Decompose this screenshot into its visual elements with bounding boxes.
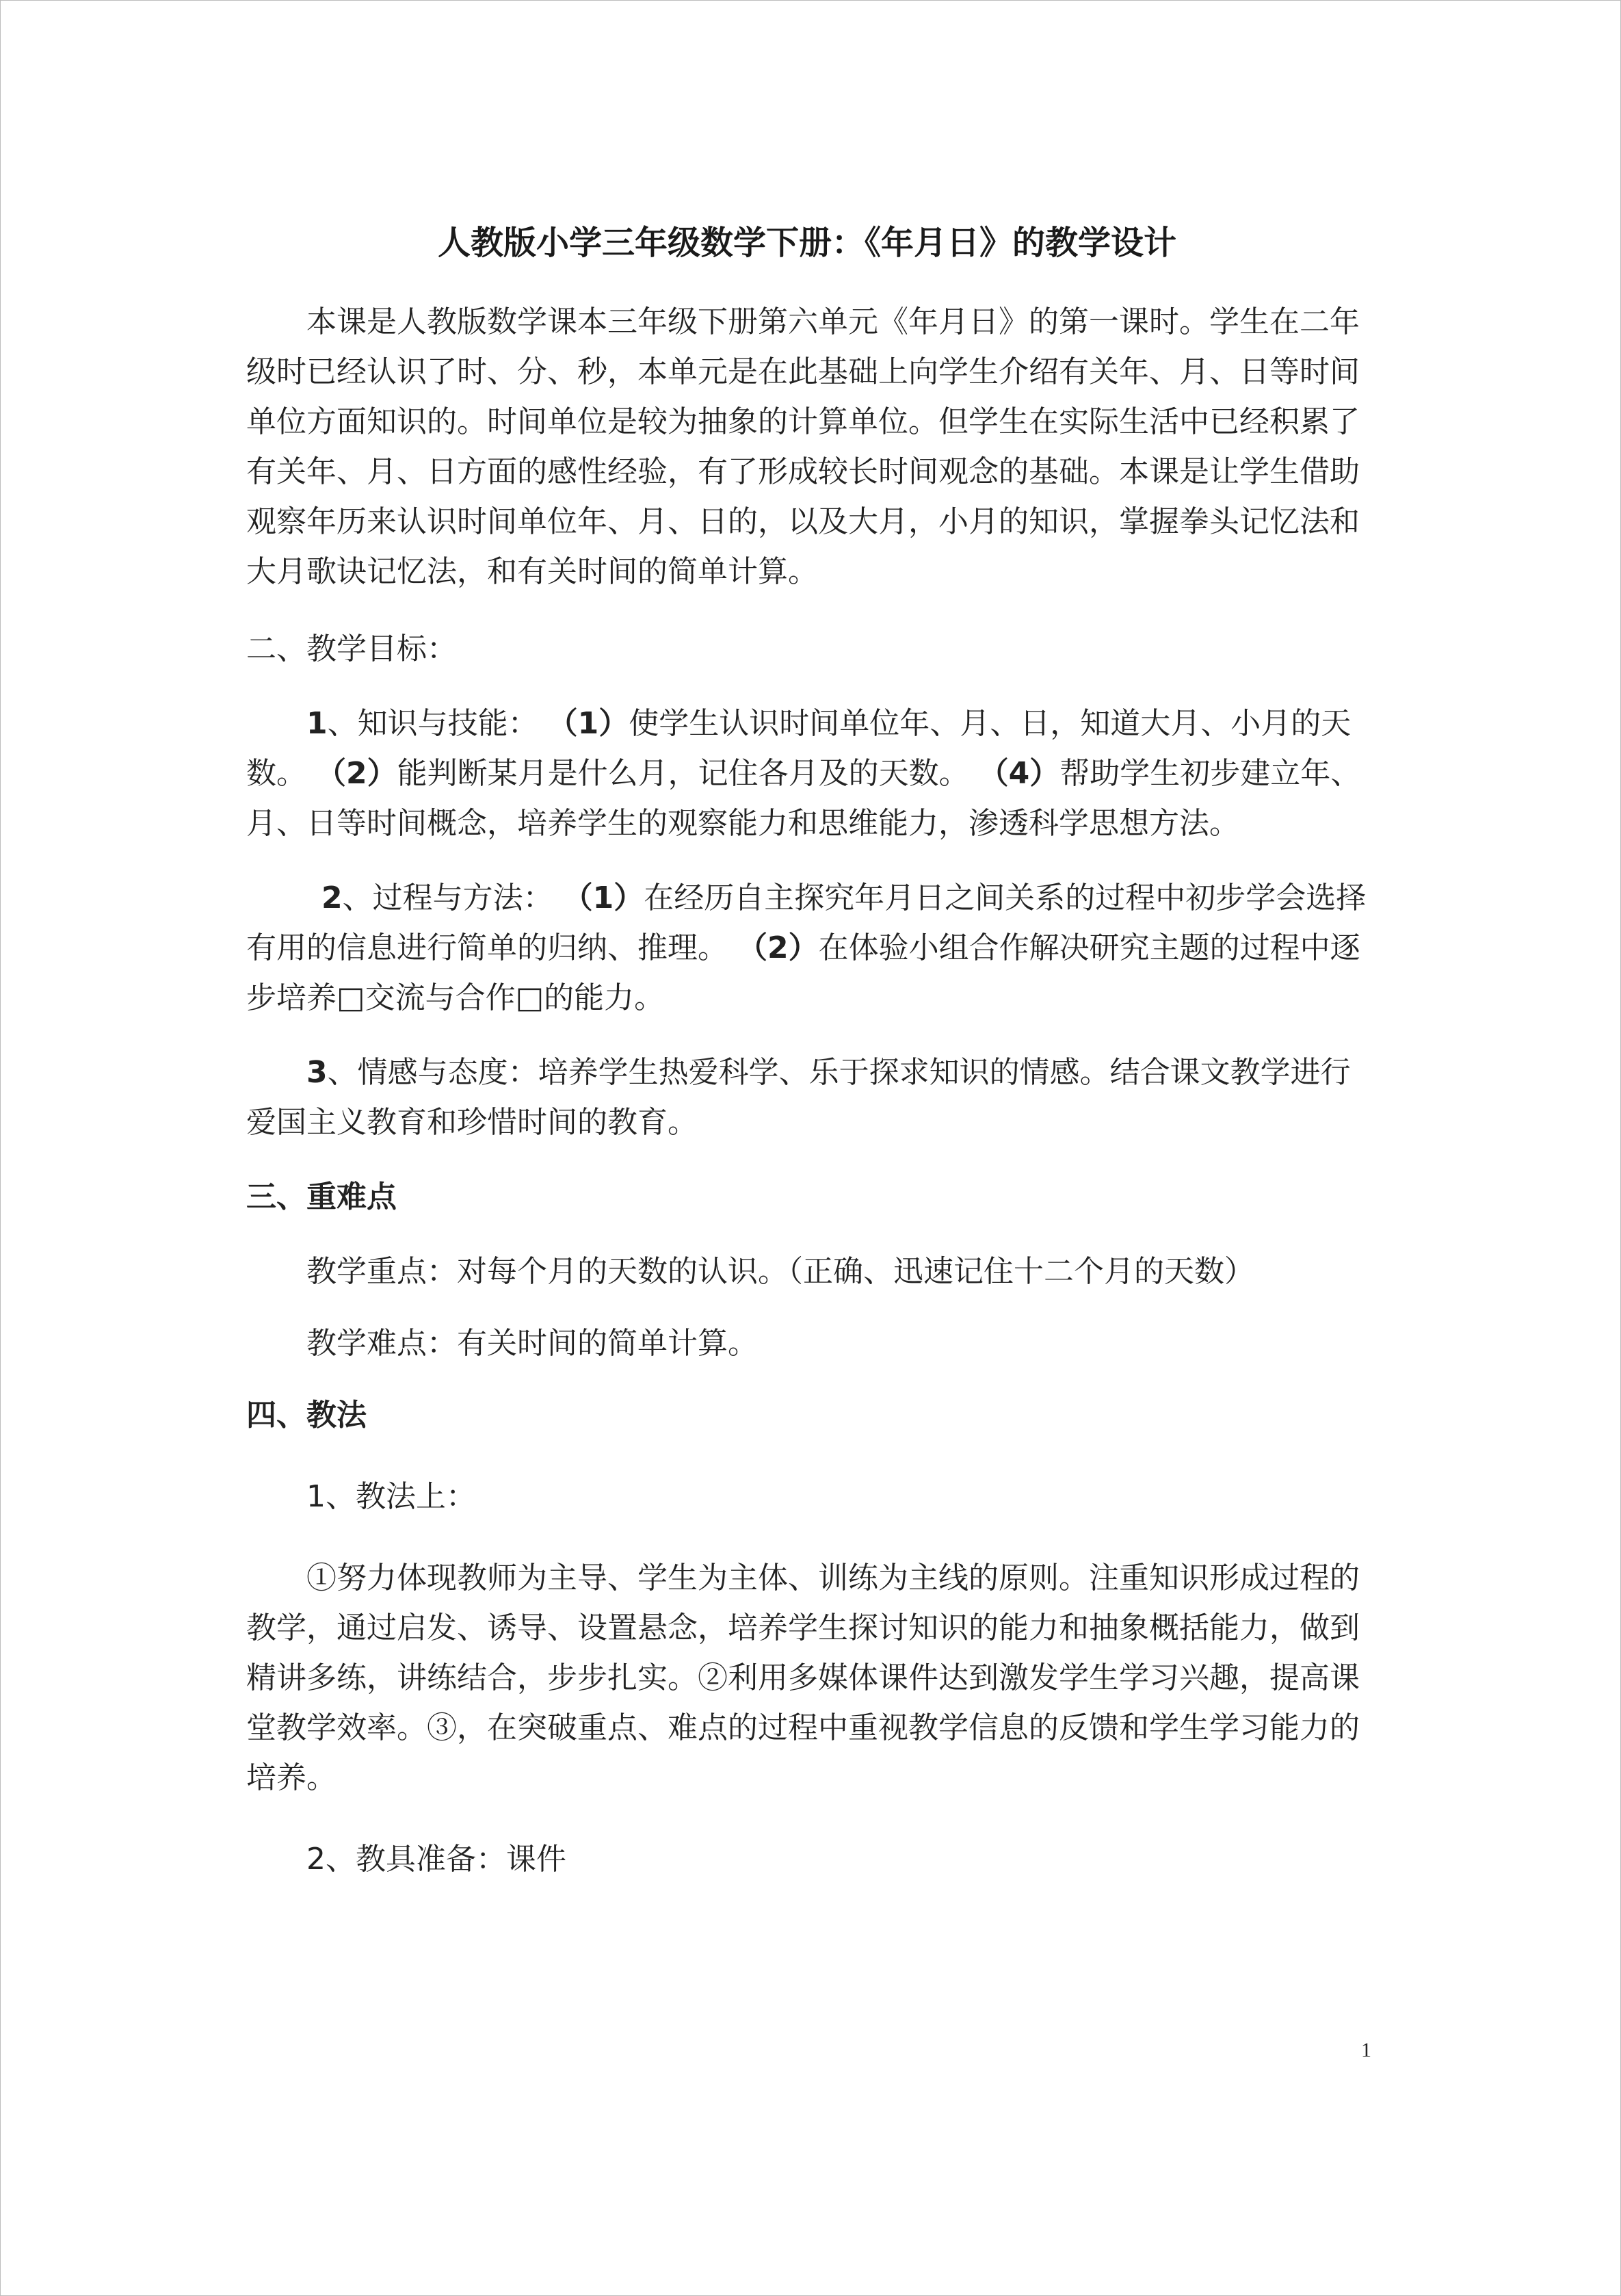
page-number: 1 <box>1361 2039 1371 2061</box>
goal-text: 培养学生热爱科学、乐于探求知识的情感。结合课文教学进行爱国主义教育和珍惜时间的教育。 <box>246 1055 1351 1140</box>
item-number: （2） <box>737 930 819 965</box>
key-point: 教学重点：对每个月的天数的认识。（正确、迅速记住十二个月的天数） <box>306 1254 1254 1289</box>
goal-label: 、情感与态度： <box>327 1055 538 1090</box>
section-heading-methods: 四、教法 <box>246 1398 367 1433</box>
goal-label: 、过程与方法： <box>342 880 553 915</box>
document-body <box>246 219 1368 1916</box>
document-title: 人教版小学三年级数学下册：《年月日》的教学设计 <box>437 224 1176 262</box>
item-text: 使学生认识时间单位年、月、日，知道大月、小月的天数。 <box>246 706 1352 791</box>
item-number: （4） <box>978 756 1060 791</box>
intro-paragraph: 本课是人教版数学课本三年级下册第六单元《年月日》的第一课时。学生在二年级时已经认识了时、分、秒，本单元是在此基础上向学生介绍有关年、月、日等时间单位方面知识的。时间单位是较为抽象的计算单位。但学生在实际生活中已经积累了有关年、月、日方面的感性经验，有了形成较长时间观念的基础。本课是让学生借助观察年历来认识时间单位年、月、日的，以及大月，小月的知识，掌握拳头记忆法和大月歌诀记忆法，和有关时间的简单计算。 <box>246 304 1360 589</box>
item-number: （2） <box>316 756 397 791</box>
goal-label: 、知识与技能： <box>327 706 538 741</box>
item-text: 在体验小组合作解决研究主题的过程中逐步培养□交流与合作□的能力。 <box>246 930 1360 1015</box>
method-paragraph: ①努力体现教师为主导、学生为主体、训练为主线的原则。注重知识形成过程的教学，通过启发、诱导、设置悬念，培养学生探讨知识的能力和抽象概括能力，做到精讲多练，讲练结合，步步扎实。②利用多媒体课件达到激发学生学习兴趣，提高课堂教学效率。③，在突破重点、难点的过程中重视教学信息的反馈和学生学习能力的培养。 <box>246 1561 1360 1795</box>
item-text: 能判断某月是什么月，记住各月及的天数。 <box>397 756 969 791</box>
goal-knowledge-skills <box>246 699 1368 848</box>
subheading-teaching-method: 1、教法上： <box>306 1479 476 1514</box>
item-text: 帮助学生初步建立年、月、日等时间概念，培养学生的观察能力和思维能力，渗透科学思想方法。 <box>246 756 1361 841</box>
item-number: （1） <box>562 880 644 915</box>
item-number: （1） <box>547 706 629 741</box>
goal-number: 3 <box>306 1055 328 1090</box>
section-heading-key-points: 三、重难点 <box>246 1179 397 1214</box>
section-heading-goals: 二、教学目标： <box>246 631 457 666</box>
goal-emotion-attitude <box>246 1047 1368 1147</box>
goal-number: 2 <box>321 880 343 915</box>
difficult-point: 教学难点：有关时间的简单计算。 <box>306 1326 758 1361</box>
subheading-teaching-aids: 2、教具准备：课件 <box>306 1842 566 1877</box>
goal-number: 1 <box>306 706 328 741</box>
item-text: 在经历自主探究年月日之间关系的过程中初步学会选择有用的信息进行简单的归纳、推理。 <box>246 880 1367 965</box>
goal-process-method <box>246 873 1368 1023</box>
